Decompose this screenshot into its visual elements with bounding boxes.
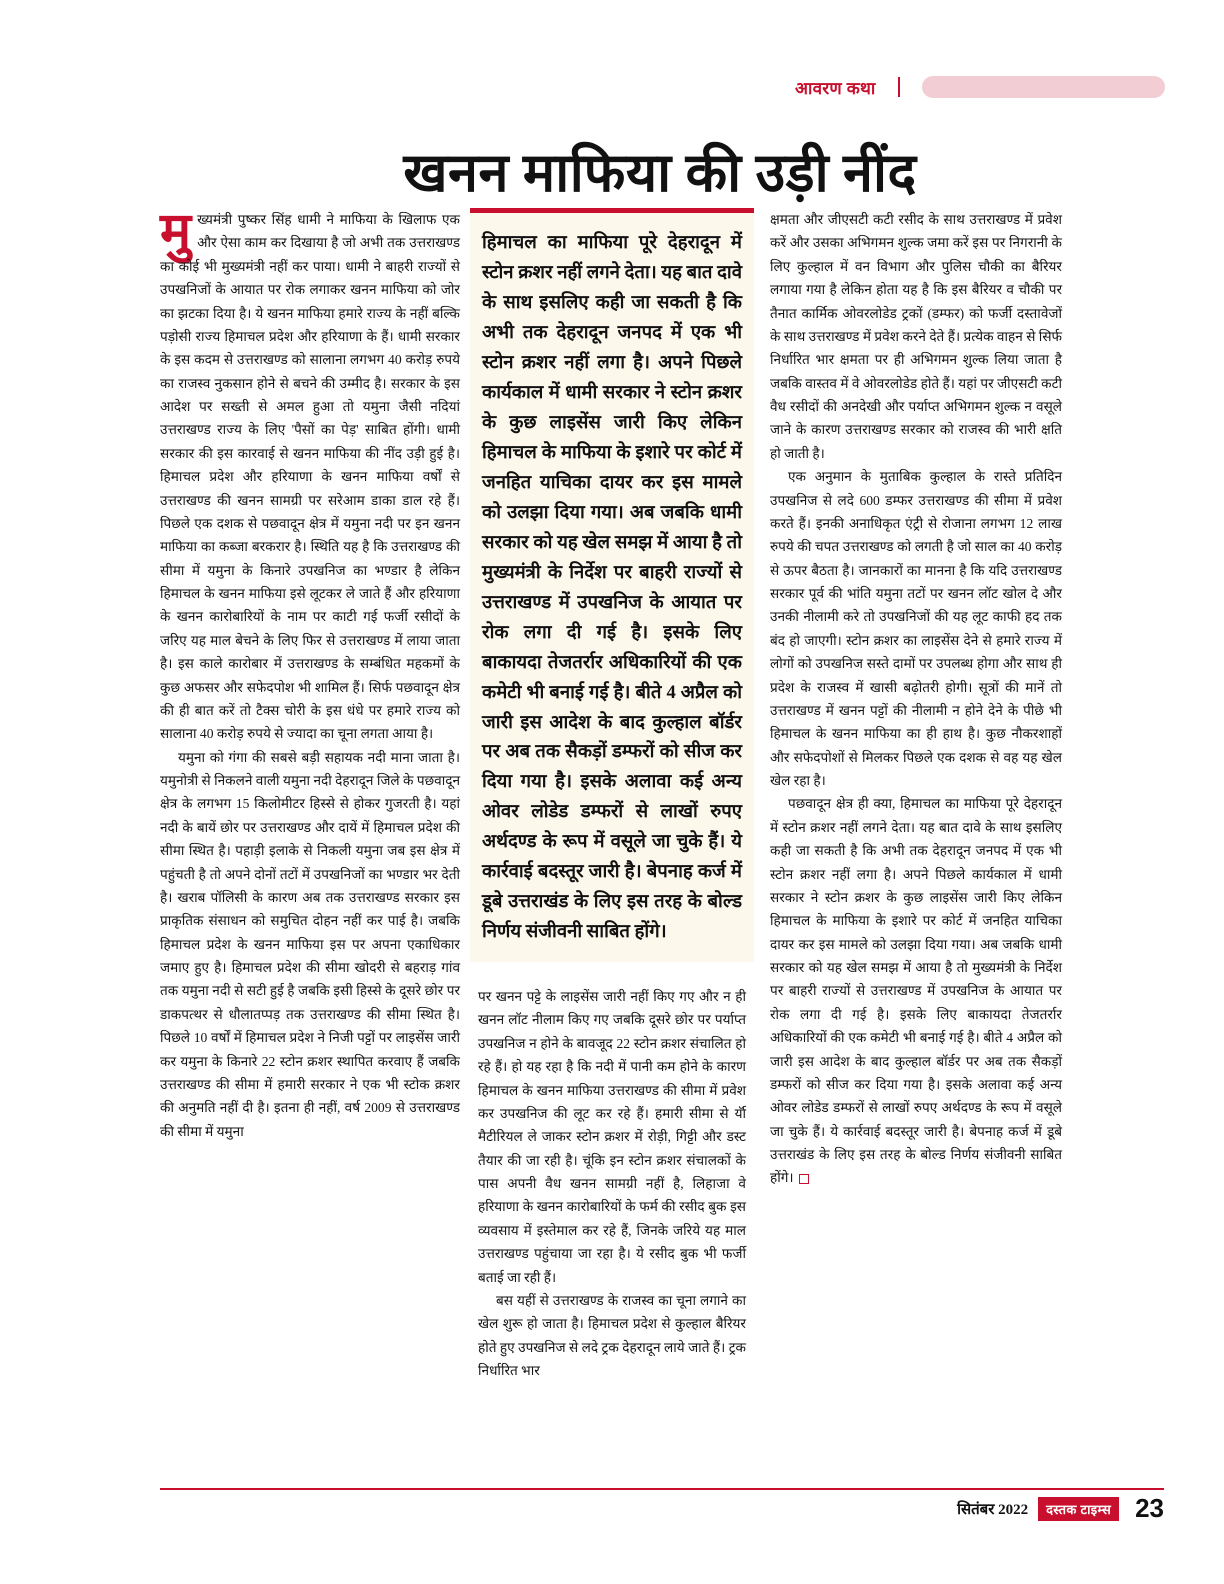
paragraph: क्षमता और जीएसटी कटी रसीद के साथ उत्तराखण्ड में प्रवेश करें और उसका अभिगमन शुल्क जमा करें इस पर निगरानी के लिए कुल्हाल में वन विभाग और पुलिस चौकी का बैरियर लगाया गया है लेकिन होता यह है कि इस बैरियर व चौकी पर तैनात कार्मिक ओवरलोडेड ट्रकों (डम्फर) को फर्जी दस्तावेजों के साथ उत्तराखण्ड में प्रवेश करने देते हैं। प्रत्येक वाहन से सिर्फ निर्धारित भार क्षमता पर ही अभिगमन शुल्क लिया जाता है जबकि वास्तव में वे ओवरलोडेड होते हैं। यहां पर जीएसटी कटी वैध रसीदों की अनदेखी और पर्याप्त अभिगमन शुल्क न वसूले जाने के कारण उत्तराखण्ड सरकार को राजस्व की भारी क्षति हो जाती है। [770,212,1062,461]
paragraph [770,792,1062,1189]
pull-quote-text: हिमाचल का माफिया पूरे देहरादून में स्टोन क्रशर नहीं लगने देता। यह बात दावे के साथ इसलिए कही जा सकती है कि अभी तक देहरादून जनपद में एक भी स्टोन क्रशर नहीं लगा है। अपने पिछले कार्यकाल में धामी सरकार ने स्टोन क्रशर के कुछ लाइसेंस जारी किए लेकिन हिमाचल के माफिया के इशारे पर कोर्ट में जनहित याचिका दायर कर इस मामले को उलझा दिया गया। अब जबकि धामी सरकार को यह खेल समझ में आया है तो मुख्यमंत्री के निर्देश पर बाहरी राज्यों से उत्तराखण्ड में उपखनिज के आयात पर रोक लगा दी गई है। इसके लिए बाकायदा तेजतर्रार अधिकारियों की एक कमेटी भी बनाई गई है। बीते 4 अप्रैल को जारी इस आदेश के बाद कुल्हाल बॉर्डर पर अब तक सैकड़ों डम्फरों को सीज कर दिया गया है। इसके अलावा कई अन्य ओवर लोडेड डम्फरों से लाखों रुपए अर्थदण्ड के रूप में वसूले जा चुके हैं। ये कार्रवाई बदस्तूर जारी है। बेपनाह कर्ज में डूबे उत्तराखंड के लिए इस तरह के बोल्ड निर्णय संजीवनी साबित होंगे। [482,233,742,943]
paragraph [160,204,460,746]
kicker-divider [898,77,900,97]
kicker-row [795,72,1165,102]
paragraph-text: पछवादून क्षेत्र ही क्या, हिमाचल का माफिया पूरे देहरादून में स्टोन क्रशर नहीं लगने देता। यह बात दावे के साथ इसलिए कही जा सकती है कि अभी तक देहरादून जनपद में एक भी स्टोन क्रशर नहीं लगा है। अपने पिछले कार्यकाल में धामी सरकार ने स्टोन क्रशर के कुछ लाइसेंस जारी किए लेकिन हिमाचल के माफिया के इशारे पर कोर्ट में जनहित याचिका दायर कर इस मामले को उलझा दिया गया। अब जबकि धामी सरकार को यह खेल समझ में आया है तो मुख्यमंत्री के निर्देश पर बाहरी राज्यों से उत्तराखण्ड में उपखनिज के आयात पर रोक लगा दी गई है। इसके लिए बाकायदा तेजतर्रार अधिकारियों की एक कमेटी भी बनाई गई है। बीते 4 अप्रैल को जारी इस आदेश के बाद कुल्हाल बॉर्डर पर अब तक सैकड़ों डम्फरों को सीज कर दिया गया है। इसके अलावा कई अन्य ओवर लोडेड डम्फरों से लाखों रुपए अर्थदण्ड के रूप में वसूले जा चुके हैं। ये कार्रवाई बदस्तूर जारी है। बेपनाह कर्ज में डूबे उत्तराखंड के लिए इस तरह के बोल्ड निर्णय संजीवनी साबित होंगे। [770,796,1062,1186]
section-kicker: आवरण कथा [795,78,876,98]
magazine-logo: दस्तक टाइम्स [1038,1497,1119,1521]
issue-date: सितंबर 2022 [957,1501,1029,1518]
page-title: खनन माफिया की उड़ी नींद [403,143,917,204]
paragraph: एक अनुमान के मुताबिक कुल्हाल के रास्ते प्रतिदिन उपखनिज से लदे 600 डम्फर उत्तराखण्ड की सीमा में प्रवेश करते हैं। इनकी अनाधिकृत एंट्री से रोजाना लगभग 12 लाख रुपये की चपत उत्तराखण्ड को लगती है जो साल का 40 करोड़ से ऊपर बैठता है। जानकारों का मानना है कि यदि उत्तराखण्ड सरकार पूर्व की भांति यमुना तटों पर खनन लॉट खोल दे और उनकी नीलामी करे तो उपखनिजों की यह लूट काफी हद तक बंद हो जाएगी। स्टोन क्रशर का लाइसेंस देने से हमारे राज्य में लोगों को उपखनिज सस्ते दामों पर उपलब्ध होगा और साथ ही प्रदेश के राजस्व में खासी बढ़ोतरी होगी। सूत्रों की मानें तो उत्तराखण्ड में खनन पट्टों की नीलामी न होने देने के पीछे भी हिमाचल के खनन माफिया का ही हाथ है। कुछ नौकरशाहों और सफेदपोशों से मिलकर पिछले एक दशक से वह यह खेल खेल रहा है। [770,469,1062,788]
drop-cap: मु [160,204,192,261]
paragraph: पर खनन पट्टे के लाइसेंस जारी नहीं किए गए और न ही खनन लॉट नीलाम किए गए जबकि दूसरे छोर पर पर्याप्त उपखनिज न होने के बावजूद 22 स्टोन क्रशर संचालित हो रहे हैं। हो यह रहा है कि नदी में पानी कम होने के कारण हिमाचल के खनन माफिया उत्तराखण्ड की सीमा में प्रवेश कर उपखनिज की लूट कर रहे हैं। हमारी सीमा से र्यॉ मैटीरियल ले जाकर स्टोन क्रशर में रोड़ी, गिट्टी और डस्ट तैयार की जा रही है। चूंकि इन स्टोन क्रशर संचालकों के पास अपनी वैध खनन सामग्री नहीं है, लिहाजा वे हरियाणा के खनन कारोबारियों के फर्म की रसीद बुक इस व्यवसाय में इस्तेमाल कर रहे हैं, जिनके जरिये यह माल उत्तराखण्ड पहुंचाया जा रहा है। ये रसीद बुक भी फर्जी बताई जा रही हैं। [478,989,746,1285]
paragraph-text: ख्यमंत्री पुष्कर सिंह धामी ने माफिया के खिलाफ एक और ऐसा काम कर दिखाया है जो अभी तक उत्तराखण्ड का कोई भी मुख्यमंत्री नहीं कर पाया। धामी ने बाहरी राज्यों से उपखनिजों के आयात पर रोक लगाकर खनन माफिया को जोर का झटका दिया है। ये खनन माफिया हमारे राज्य के नहीं बल्कि पड़ोसी राज्य हिमाचल प्रदेश और हरियाणा के हैं। धामी सरकार के इस कदम से उत्तराखण्ड को सालाना लगभग 40 करोड़ रुपये का राजस्व नुकसान होने से बचने की उम्मीद है। सरकार के इस आदेश पर सख्ती से अमल हुआ तो यमुना जैसी नदियां उत्तराखण्ड राज्य के लिए 'पैसों का पेड़' साबित होंगी। धामी सरकार की इस कारवाई से खनन माफिया की नींद उड़ी हुई है। हिमाचल प्रदेश और हरियाणा के खनन माफिया वर्षों से उत्तराखण्ड की खनन सामग्री पर सरेआम डाका डाल रहे हैं। पिछले एक दशक से पछवादून क्षेत्र में यमुना नदी पर इन खनन माफिया का कब्जा बरकरार है। स्थिति यह है कि उत्तराखण्ड की सीमा में यमुना के किनारे उपखनिज का भण्डार है लेकिन हिमाचल के खनन माफिया इसे लूटकर ले जाते हैं और हरियाणा के खनन कारोबारियों के नाम पर काटी गई फर्जी रसीदों के जरिए यह माल बेचने के लिए फिर से उत्तराखण्ड में लाया जाता है। इस काले कारोबार में उत्तराखण्ड के सम्बंधित महकमों के कुछ अफसर और सफेदपोश भी शामिल हैं। सिर्फ पछवादून क्षेत्र की ही बात करें तो टैक्स चोरी के इस धंधे पर हमारे राज्य को सालाना 40 करोड़ रुपये से ज्यादा का चूना लगता आया है। [160,212,460,742]
article-column-2 [478,985,746,1382]
article-column-3 [770,208,1062,1466]
footer-content [957,1493,1164,1524]
pull-quote-box [470,208,754,962]
paragraph: यमुना को गंगा की सबसे बड़ी सहायक नदी माना जाता है। यमुनोत्री से निकलने वाली यमुना नदी देहरादून जिले के पछवादून क्षेत्र के लगभग 15 किलोमीटर हिस्से से होकर गुजरती है। यहां नदी के बायें छोर पर उत्तराखण्ड और दायें में हिमाचल प्रदेश की सीमा स्थित है। पहाड़ी इलाके से निकली यमुना जब इस क्षेत्र में पहुंचती है तो अपने दोनों तटों में उपखनिजों का भण्डार भर देती है। खराब पॉलिसी के कारण अब तक उत्तराखण्ड सरकार इस प्राकृतिक संसाधन को समुचित दोहन नहीं कर पाई है। जबकि हिमाचल प्रदेश के खनन माफिया इस पर अपना एकाधिकार जमाए हुए है। हिमाचल प्रदेश की सीमा खोदरी से बहराड़ गांव तक यमुना नदी से सटी हुई है जबकि इसी हिस्से के दूसरे छोर पर डाकपत्थर से धौलातप्पड़ तक उत्तराखण्ड की सीमा स्थित है। पिछले 10 वर्षों में हिमाचल प्रदेश ने निजी पट्टों पर लाइसेंस जारी कर यमुना के किनारे 22 स्टोन क्रशर स्थापित करवाए हैं जबकि उत्तराखण्ड की सीमा में हमारी सरकार ने एक भी स्टोक क्रशर की अनुमति नहीं दी है। इतना ही नहीं, वर्ष 2009 से उत्तराखण्ड की सीमा में यमुना [160,749,460,1139]
kicker-decorative-bar [922,76,1165,98]
page-footer [160,1488,1164,1526]
article-column-1 [160,204,460,1466]
end-mark-icon [799,1174,809,1184]
paragraph: बस यहीं से उत्तराखण्ड के राजस्व का चूना लगाने का खेल शुरू हो जाता है। हिमाचल प्रदेश से कुल्हाल बैरियर होते हुए उपखनिज से लदे ट्रक देहरादून लाये जाते हैं। ट्रक निर्धारित भार [478,1292,746,1378]
footer-rule [160,1488,1164,1490]
page-number: 23 [1135,1493,1164,1523]
